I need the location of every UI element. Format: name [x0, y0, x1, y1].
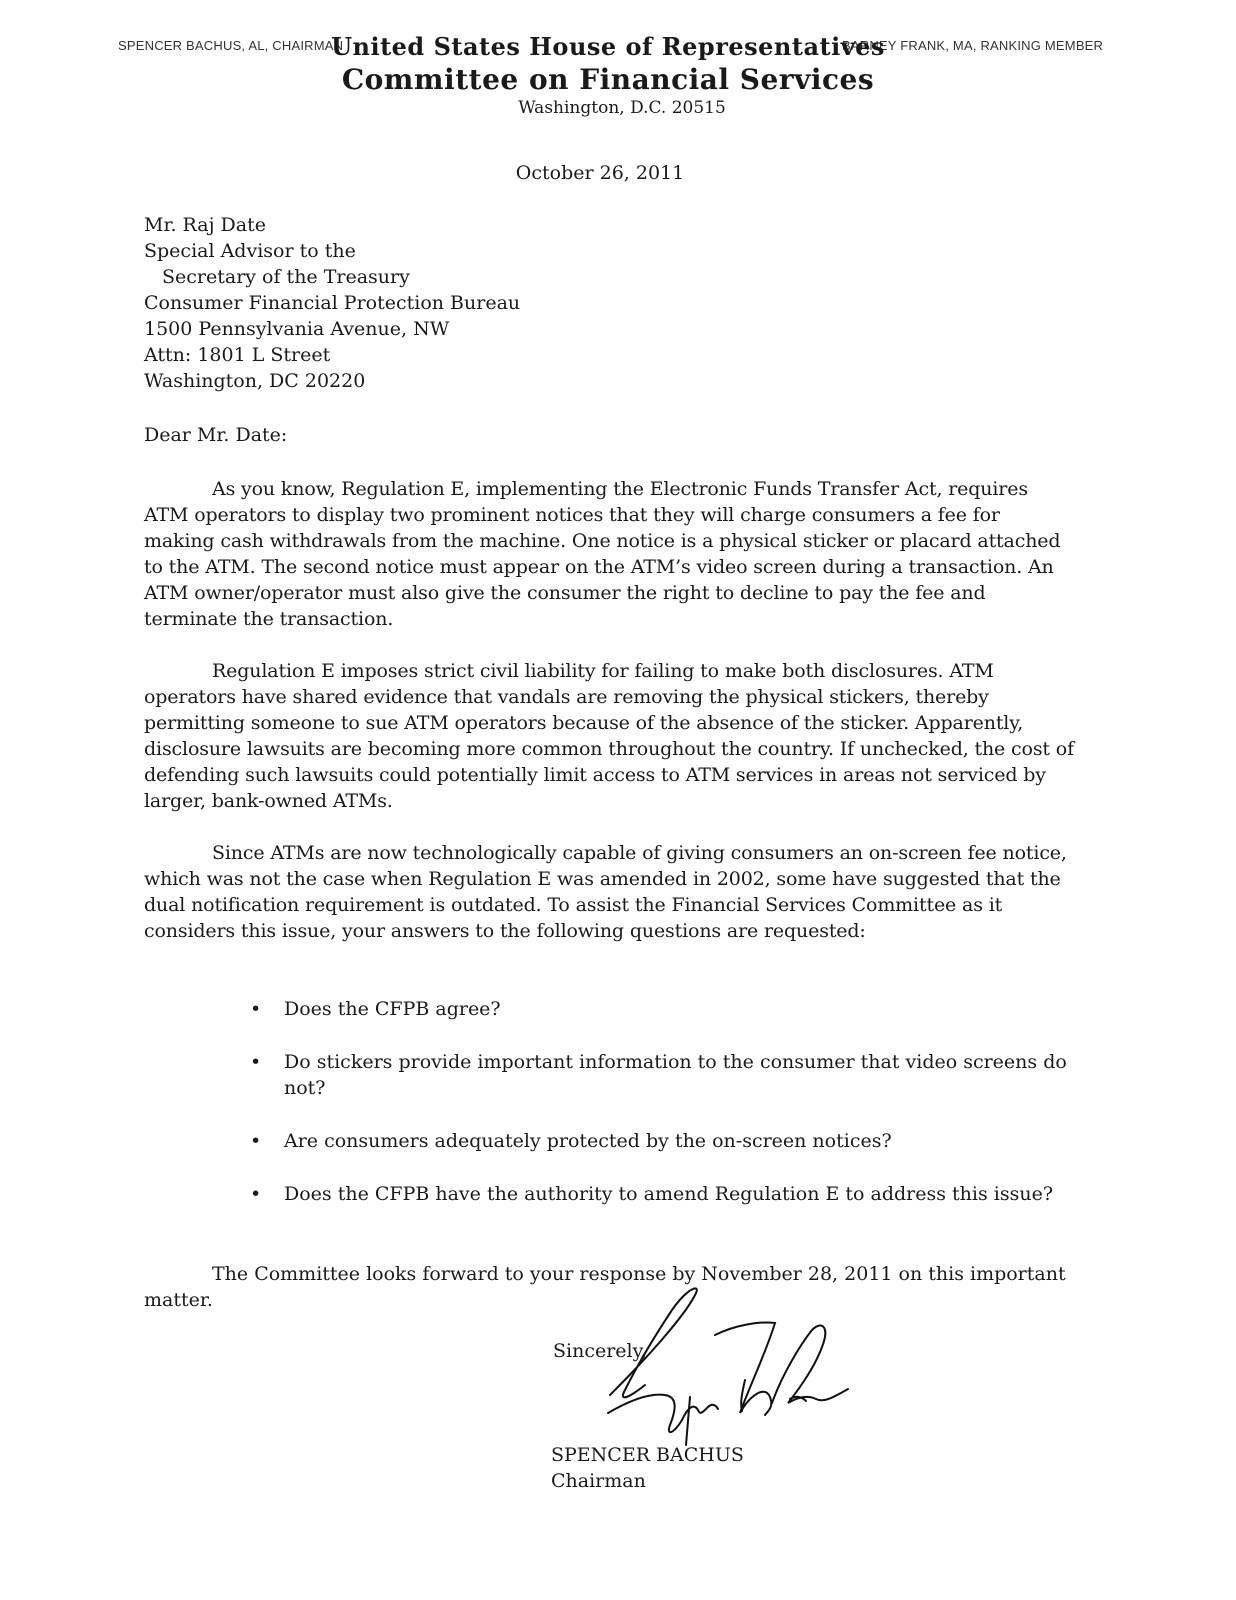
- question-list: [246, 996, 1076, 1234]
- question-text: Are consumers adequately protected by the on-screen notices?: [284, 1130, 892, 1152]
- list-item: [246, 1128, 1076, 1154]
- letterhead-chairman: SPENCER BACHUS, AL, CHAIRMAN: [118, 38, 344, 53]
- bullet-icon: •: [250, 1183, 262, 1205]
- salutation: Dear Mr. Date:: [144, 424, 288, 446]
- handwritten-signature: [590, 1285, 870, 1455]
- list-item: [246, 1181, 1076, 1207]
- letterhead-committee: Committee on Financial Services: [341, 63, 875, 96]
- sign-off: Sincerely,: [553, 1340, 647, 1362]
- question-text: Does the CFPB have the authority to amend Regulation E to address this issue?: [284, 1183, 1053, 1205]
- recipient-street: 1500 Pennsylvania Avenue, NW: [144, 318, 450, 340]
- letterhead-ranking-member: BARNEY FRANK, MA, RANKING MEMBER: [842, 38, 1104, 53]
- recipient-organization: Consumer Financial Protection Bureau: [144, 292, 521, 314]
- letterhead-city: Washington, D.C. 20515: [518, 98, 726, 118]
- recipient-title-line2: Secretary of the Treasury: [162, 266, 410, 288]
- recipient-title-line1: Special Advisor to the: [144, 240, 356, 262]
- signer-title: Chairman: [551, 1470, 646, 1492]
- paragraph-1: As you know, Regulation E, implementing the Electronic Funds Transfer Act, requires ATM operators to display two prominent notices that they will charge consumers a fee for making cash withdrawals from the machine. One notice is a physical sticker or placard attached to the ATM. The second notice must appear on the ATM’s video screen during a transaction. An ATM owner/operator must also give the consumer the right to decline to pay the fee and terminate the transaction.: [144, 478, 1061, 630]
- paragraph-2: Regulation E imposes strict civil liability for failing to make both disclosures. ATM operators have shared evidence that vandals are removing the physical stickers, thereby permitting someone to sue ATM operators because of the absence of the sticker. Apparently, disclosure lawsuits are becoming more common throughout the country. If unchecked, the cost of defending such lawsuits could potentially limit access to ATM services in areas not serviced by larger, bank-owned ATMs.: [144, 660, 1074, 812]
- closing-paragraph: The Committee looks forward to your response by November 28, 2011 on this important matter.: [144, 1263, 1066, 1311]
- list-item: [246, 996, 1076, 1022]
- bullet-icon: •: [250, 998, 262, 1020]
- paragraph-3: Since ATMs are now technologically capable of giving consumers an on-screen fee notice, which was not the case when Regulation E was amended in 2002, some have suggested that the dual notification requirement is outdated. To assist the Financial Services Committee as it considers this issue, your answers to the following questions are requested:: [144, 842, 1067, 942]
- question-text: Does the CFPB agree?: [284, 998, 501, 1020]
- list-item: [246, 1049, 1076, 1101]
- recipient-attn: Attn: 1801 L Street: [144, 344, 331, 366]
- bullet-icon: •: [250, 1130, 262, 1152]
- signer-name: SPENCER BACHUS: [551, 1444, 744, 1466]
- letter-date: October 26, 2011: [515, 162, 685, 184]
- recipient-address: [144, 212, 520, 394]
- recipient-name: Mr. Raj Date: [144, 214, 266, 236]
- letterhead-house: United States House of Representatives: [331, 32, 885, 61]
- recipient-city: Washington, DC 20220: [144, 370, 366, 392]
- question-text: Do stickers provide important information to the consumer that video screens do not?: [284, 1051, 1067, 1099]
- letterhead: [0, 32, 1236, 118]
- bullet-icon: •: [250, 1051, 262, 1073]
